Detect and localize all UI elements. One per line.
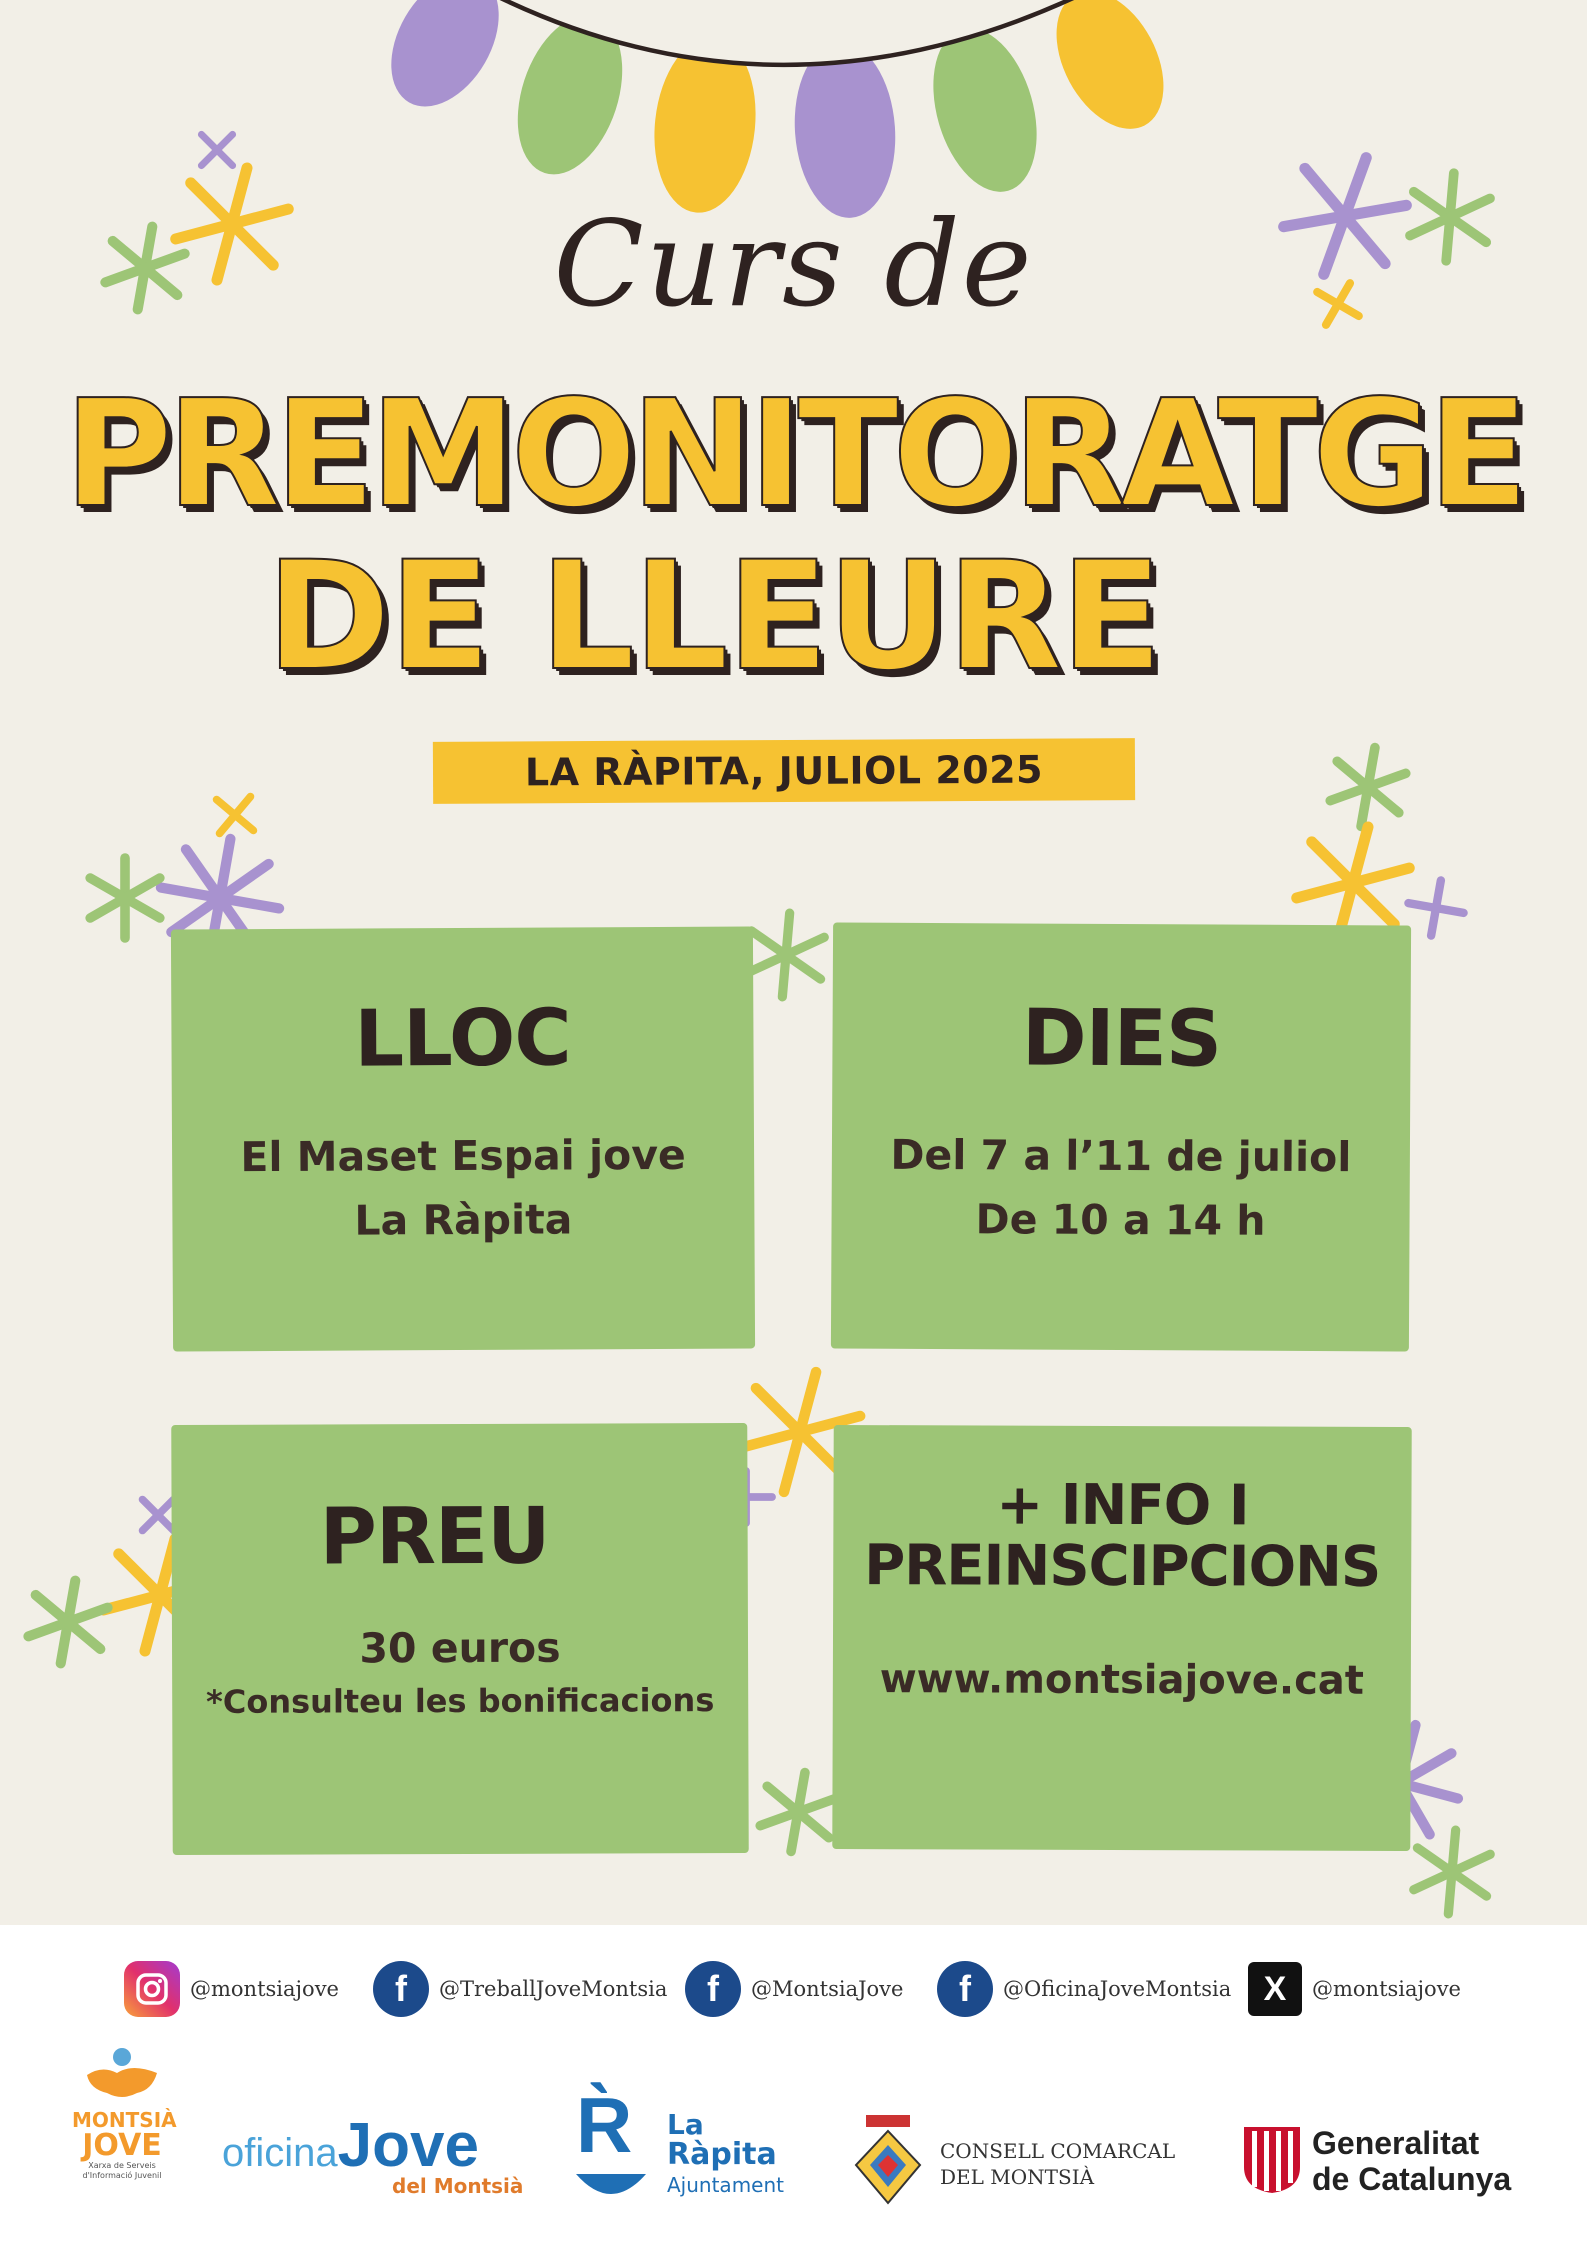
card-line: De 10 a 14 h [975, 1195, 1266, 1245]
social-facebook-3[interactable] [937, 1960, 1231, 2018]
senyera-emblem-icon [1240, 2123, 1304, 2195]
card-heading: PREINSCIPCIONS [864, 1533, 1381, 1600]
card-preu [171, 1423, 748, 1855]
date-banner-text: LA RÀPITA, JULIOL 2025 [524, 747, 1044, 795]
wave-icon [576, 2169, 646, 2209]
logo-montsia-jove: MONTSIÀ JOVE Xarxa de Serveis d'Informació Juvenil [72, 2045, 172, 2181]
montsia-jove-mark-icon [82, 2045, 162, 2105]
sun-garland-decoration [369, 0, 1185, 221]
card-line: El Maset Espai jove [240, 1130, 686, 1182]
card-info [832, 1425, 1411, 1851]
logo-la-rapita-text: La Ràpita Ajuntament [667, 2108, 784, 2197]
card-lloc [171, 926, 755, 1351]
x-icon: X [1248, 1962, 1302, 2016]
logo-consell-text: CONSELL COMARCAL DEL MONTSIÀ [940, 2139, 1176, 2189]
social-x[interactable] [1248, 1960, 1461, 2018]
logo-consell-comarcal [852, 2115, 924, 2211]
date-banner [433, 738, 1135, 804]
card-line: *Consulteu les bonificacions [206, 1681, 715, 1721]
card-heading: + INFO I [996, 1472, 1249, 1539]
card-heading: LLOC [354, 993, 571, 1085]
script-title: Curs de [553, 195, 1034, 333]
card-line: Del 7 a l’11 de juliol [890, 1130, 1352, 1182]
coat-of-arms-icon [852, 2115, 924, 2207]
social-handle: @TreballJoveMontsia [439, 1977, 668, 2001]
main-title-line1: PREMONITORATGE [64, 368, 1523, 540]
social-handle: @montsiajove [190, 1977, 339, 2001]
instagram-icon [124, 1961, 180, 2017]
social-handle: @MontsiaJove [751, 1977, 904, 2001]
card-dies [831, 922, 1411, 1351]
facebook-icon: f [685, 1961, 741, 2017]
social-facebook-1[interactable] [373, 1960, 667, 2018]
card-line: 30 euros [359, 1623, 561, 1673]
facebook-icon: f [373, 1961, 429, 2017]
website-link[interactable]: www.montsiajove.cat [879, 1656, 1365, 1704]
card-line: La Ràpita [354, 1195, 573, 1245]
logo-oficina-jove: oficinaJove del Montsià [222, 2111, 524, 2198]
social-instagram[interactable] [124, 1960, 339, 2018]
main-title-line2: DE LLEURE [266, 530, 1161, 704]
social-handle: @OficinaJoveMontsia [1003, 1977, 1232, 2001]
logo-generalitat [1240, 2123, 1304, 2199]
social-facebook-2[interactable] [685, 1960, 903, 2018]
card-heading: PREU [319, 1491, 550, 1583]
card-heading: DIES [1021, 993, 1222, 1085]
facebook-icon: f [937, 1961, 993, 2017]
logo-generalitat-text: Generalitat de Catalunya [1312, 2125, 1512, 2197]
logo-la-rapita: R̀ [576, 2085, 676, 2215]
social-handle: @montsiajove [1312, 1977, 1461, 2001]
